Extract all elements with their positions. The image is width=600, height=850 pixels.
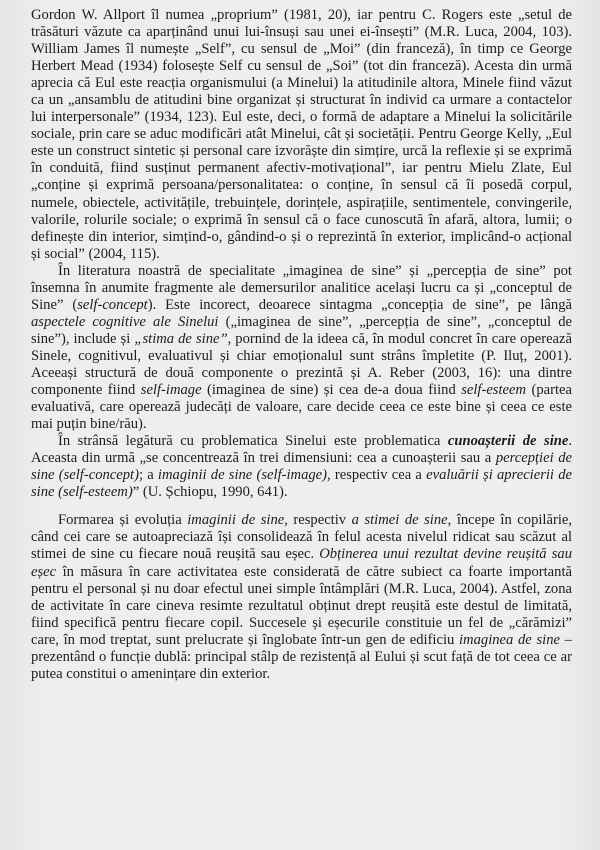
text-run: ). Este incorect, deoarece sintagma „concepția de sine”, pe lângă [147, 296, 572, 313]
text-run: , pornind de la ideea că, în modul concret în care operează Sinele, cognitivul, evaluativul și chiar emoționalul sunt strâns împletite (P. Iluț, 2001). Aceeași structură de două componente o prezintă și A. Reber (2003, 16): una dintre componente fiind [31, 330, 572, 399]
body-paragraph [31, 433, 572, 501]
text-run: , începe în copilărie, când cei care se autoapreciază își consolidează în felul acesta nivelul ridicat sau scăzut al stimei de sine cu fiecare nouă reușită sau eșec. [31, 512, 572, 563]
text-run: Gordon W. Allport îl numea „proprium” (1981, 20), iar pentru C. Rogers este „setul de trăsături văzute ca aparținând unui lui-însuși sau unei ei-însești” (M.R. Luca, 2004, 103). William James îl numește „Self”, cu sensul de „Moi” (din franceză), în timp ce George Herbert Mead (1934) folosește Self cu sensul de „Soi” (tot din franceză). Acesta din urmă aprecia că Eul este reacția organismului (a Minelui) la atitudinile altora, Minele fiind văzut ca un „ansamblu de atitudini bine organizat și structurat în individ ca urmare a contactelor lui interpersonale” (1934, 123). Eul este, deci, o formă de adaptare a Minelui la solicitările sociale, prin care se aduc modificări atât Minelui, cât și societății. Pentru George Kelly, „Eul este un construct sintetic și personal care izvorăște din simțire, urcă la reflexie și se exprimă în conduită, fiind susținut permanent afectiv-motivațional”, iar pentru Mielu Zlate, Eul „conține și exprimă persoana/personalitatea: o conține, în sensul că îi posedă corpul, numele, obiectele, activitățile, trebuințele, dorințele, aspirațiile, sentimentele, convingerile, valorile, rolurile sociale; o exprimă în sensul că o face cunoscută în afară, altora, lumii; o definește din interior, simțind-o, gândind-o și o reprezintă în exterior, implicând-o acțional și social” (2004, 115). [31, 7, 572, 262]
emphasized-text-run: imaginii de sine (self-image) [157, 467, 328, 484]
text-run: („imaginea de sine”, „percepția de sine”, „conceptul de sine”), include și [31, 313, 572, 347]
text-run: ; a [138, 467, 158, 484]
emphasized-text-run: Obținerea unui rezultat devine reușită sau eșec [31, 546, 572, 580]
text-run: , respectiv cea a [327, 467, 427, 484]
emphasized-text-run: a stimei de sine [351, 512, 448, 529]
text-run: (partea evaluativă, care operează judecăți de valoare, care decide ceea ce este bine și ceea ce este mai puțin bine/rău). [31, 382, 572, 433]
emphasized-text-run: self-concept [77, 296, 148, 313]
body-paragraph [31, 512, 572, 682]
emphasized-text-run: self-image [140, 382, 202, 399]
emphasized-text-run: percepției de sine (self-concept) [31, 450, 572, 484]
text-run: în măsura în care activitatea este considerată de către subiect ca foarte importantă pentru el personal și nu doar efectul unei simple întâmplări (M.R. Luca, 2004). Astfel, zona de activitate în care cineva resimte rezultatul obținut drept reușită este destul de limitată, fiind specifică pentru fiecare copil. Succesele și eșecurile constituie un fel de „cărămizi” care, în mod treptat, sunt prelucrate și înglobate într-un gen de edificiu [31, 563, 572, 648]
emphasized-text-run: evaluării și aprecierii de sine (self-esteem) [31, 467, 572, 501]
text-run: , respectiv [284, 512, 352, 529]
emphasized-text-run: „stima de sine” [134, 330, 228, 347]
text-run: . Aceasta din urmă „se concentrează în trei dimensiuni: cea a cunoașterii sau a [31, 433, 573, 467]
text-run: În strânsă legătură cu problematica Sinelui este problematica [58, 433, 448, 450]
body-paragraph [31, 7, 572, 263]
text-run: În literatura noastră de specialitate „imaginea de sine” și „percepția de sine” pot însemna în anumite fragmente ale demersurilor analitice același lucru ca și „conceptul de Sine” ( [31, 262, 572, 313]
emphasized-text-run: imaginea de sine [459, 631, 560, 648]
emphasized-text-run: cunoașterii de sine [447, 433, 569, 450]
text-run: Formarea și evoluția [58, 512, 188, 529]
body-paragraph [31, 263, 572, 433]
emphasized-text-run: imaginii de sine [187, 512, 285, 529]
text-run: (imaginea de sine) și cea de-a doua fiind [201, 382, 462, 399]
emphasized-text-run: self-esteem [461, 382, 527, 399]
emphasized-text-run: aspectele cognitive ale Sinelui [31, 313, 219, 330]
text-run: ” (U. Șchiopu, 1990, 641). [132, 484, 288, 501]
text-run: – prezentând o funcție dublă: principal stâlp de rezistență al Eului și scut față de tot ceea ce ar putea constitui o amenințare din exterior. [31, 631, 572, 682]
